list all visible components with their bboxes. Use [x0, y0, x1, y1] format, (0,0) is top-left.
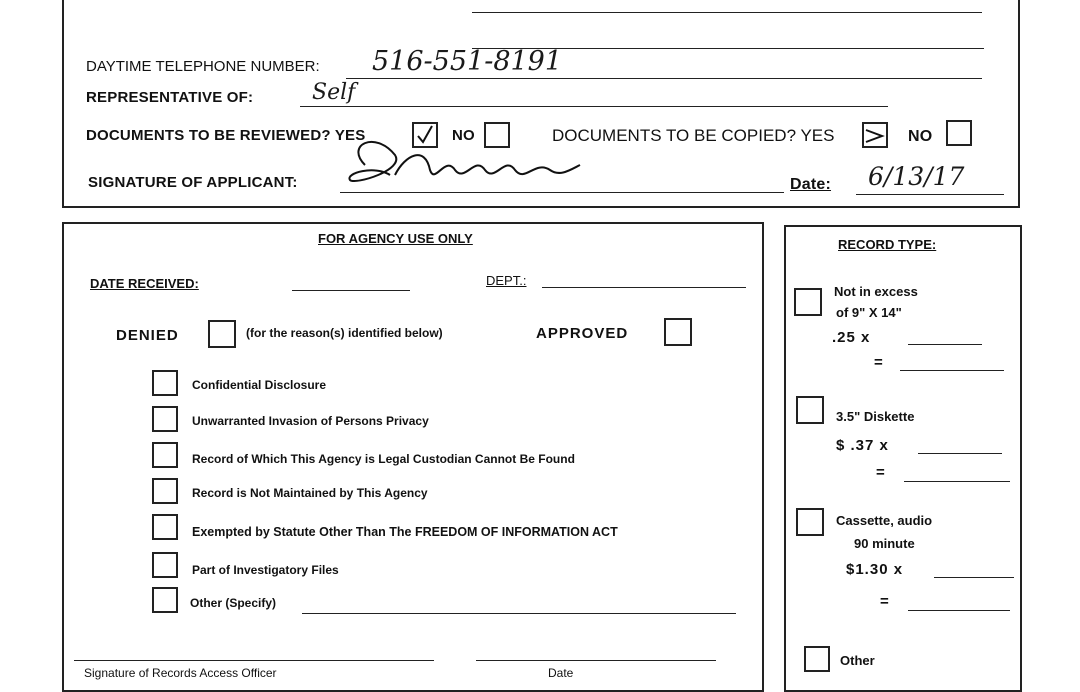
record-type-line2: of 9" X 14"	[836, 305, 902, 320]
reason-checkbox[interactable]	[152, 587, 178, 613]
record-type-qty-line[interactable]	[908, 344, 982, 345]
representative-underline	[300, 106, 888, 107]
reason-label: Exempted by Statute Other Than The FREEDOM OF INFORMATION ACT	[192, 525, 618, 539]
reason-checkbox[interactable]	[152, 406, 178, 432]
record-type-line2: 90 minute	[854, 536, 915, 551]
record-type-total-line[interactable]	[904, 481, 1010, 482]
copied-no-label: NO	[908, 128, 933, 145]
date-received-label: DATE RECEIVED:	[90, 276, 199, 291]
approved-label: APPROVED	[536, 325, 629, 342]
record-type-equals: =	[876, 464, 885, 481]
officer-signature-line[interactable]	[74, 660, 434, 661]
denied-label: DENIED	[116, 327, 179, 344]
signature-label: SIGNATURE OF APPLICANT:	[88, 174, 298, 191]
checkmark-icon	[864, 124, 886, 146]
officer-date-line[interactable]	[476, 660, 716, 661]
other-specify-line[interactable]	[302, 613, 736, 614]
record-type-line1: Not in excess	[834, 284, 918, 299]
record-type-line1: Other	[840, 653, 875, 668]
reason-label: Other (Specify)	[190, 596, 277, 610]
date-label: Date:	[790, 176, 832, 193]
date-received-line	[292, 290, 410, 291]
signature-underline	[340, 192, 784, 193]
record-type-equals: =	[880, 593, 889, 610]
reason-checkbox[interactable]	[152, 552, 178, 578]
officer-date-label: Date	[548, 666, 574, 680]
record-type-checkbox[interactable]	[796, 396, 824, 424]
copied-label: DOCUMENTS TO BE COPIED? YES	[552, 126, 835, 145]
officer-signature-label: Signature of Records Access Officer	[84, 666, 277, 680]
record-type-total-line[interactable]	[908, 610, 1010, 611]
copied-yes-checkbox[interactable]	[862, 122, 888, 148]
date-underline	[856, 194, 1004, 195]
reason-label: Confidential Disclosure	[192, 378, 327, 392]
denied-note: (for the reason(s) identified below)	[246, 326, 443, 340]
record-type-rate: $1.30 x	[846, 561, 904, 578]
reviewed-no-label: NO	[452, 127, 475, 144]
record-type-checkbox[interactable]	[794, 288, 822, 316]
record-type-checkbox[interactable]	[796, 508, 824, 536]
signature-scribble	[335, 125, 605, 195]
dept-line	[542, 287, 746, 288]
phone-label: DAYTIME TELEPHONE NUMBER:	[86, 58, 320, 75]
representative-value[interactable]: Self	[312, 80, 356, 105]
record-type-qty-line[interactable]	[918, 453, 1002, 454]
reason-label: Unwarranted Invasion of Persons Privacy	[192, 414, 429, 428]
reason-label: Record is Not Maintained by This Agency	[192, 486, 428, 500]
record-type-qty-line[interactable]	[934, 577, 1014, 578]
approved-checkbox[interactable]	[664, 318, 692, 346]
record-type-total-line[interactable]	[900, 370, 1004, 371]
reason-label: Part of Investigatory Files	[192, 563, 339, 577]
representative-label: REPRESENTATIVE OF:	[86, 89, 254, 106]
top-line-1	[472, 12, 982, 13]
record-type-line1: Cassette, audio	[836, 513, 933, 528]
phone-value[interactable]: 516-551-8191	[372, 46, 563, 77]
reason-checkbox[interactable]	[152, 514, 178, 540]
record-type-heading: RECORD TYPE:	[838, 237, 937, 252]
record-type-rate: .25 x	[832, 329, 871, 346]
reason-checkbox[interactable]	[152, 478, 178, 504]
reason-checkbox[interactable]	[152, 370, 178, 396]
record-type-checkbox[interactable]	[804, 646, 830, 672]
reason-label: Record of Which This Agency is Legal Custodian Cannot Be Found	[192, 452, 575, 466]
copied-no-checkbox[interactable]	[946, 120, 972, 146]
record-type-rate: $ .37 x	[836, 437, 889, 454]
agency-heading: FOR AGENCY USE ONLY	[318, 231, 473, 246]
reason-checkbox[interactable]	[152, 442, 178, 468]
reviewed-label: DOCUMENTS TO BE REVIEWED? YES	[86, 127, 366, 144]
denied-checkbox[interactable]	[208, 320, 236, 348]
phone-underline	[346, 78, 982, 79]
date-value[interactable]: 6/13/17	[868, 162, 965, 191]
record-type-equals: =	[874, 354, 883, 371]
record-type-line1: 3.5" Diskette	[836, 409, 915, 424]
dept-label: DEPT.:	[486, 273, 527, 288]
